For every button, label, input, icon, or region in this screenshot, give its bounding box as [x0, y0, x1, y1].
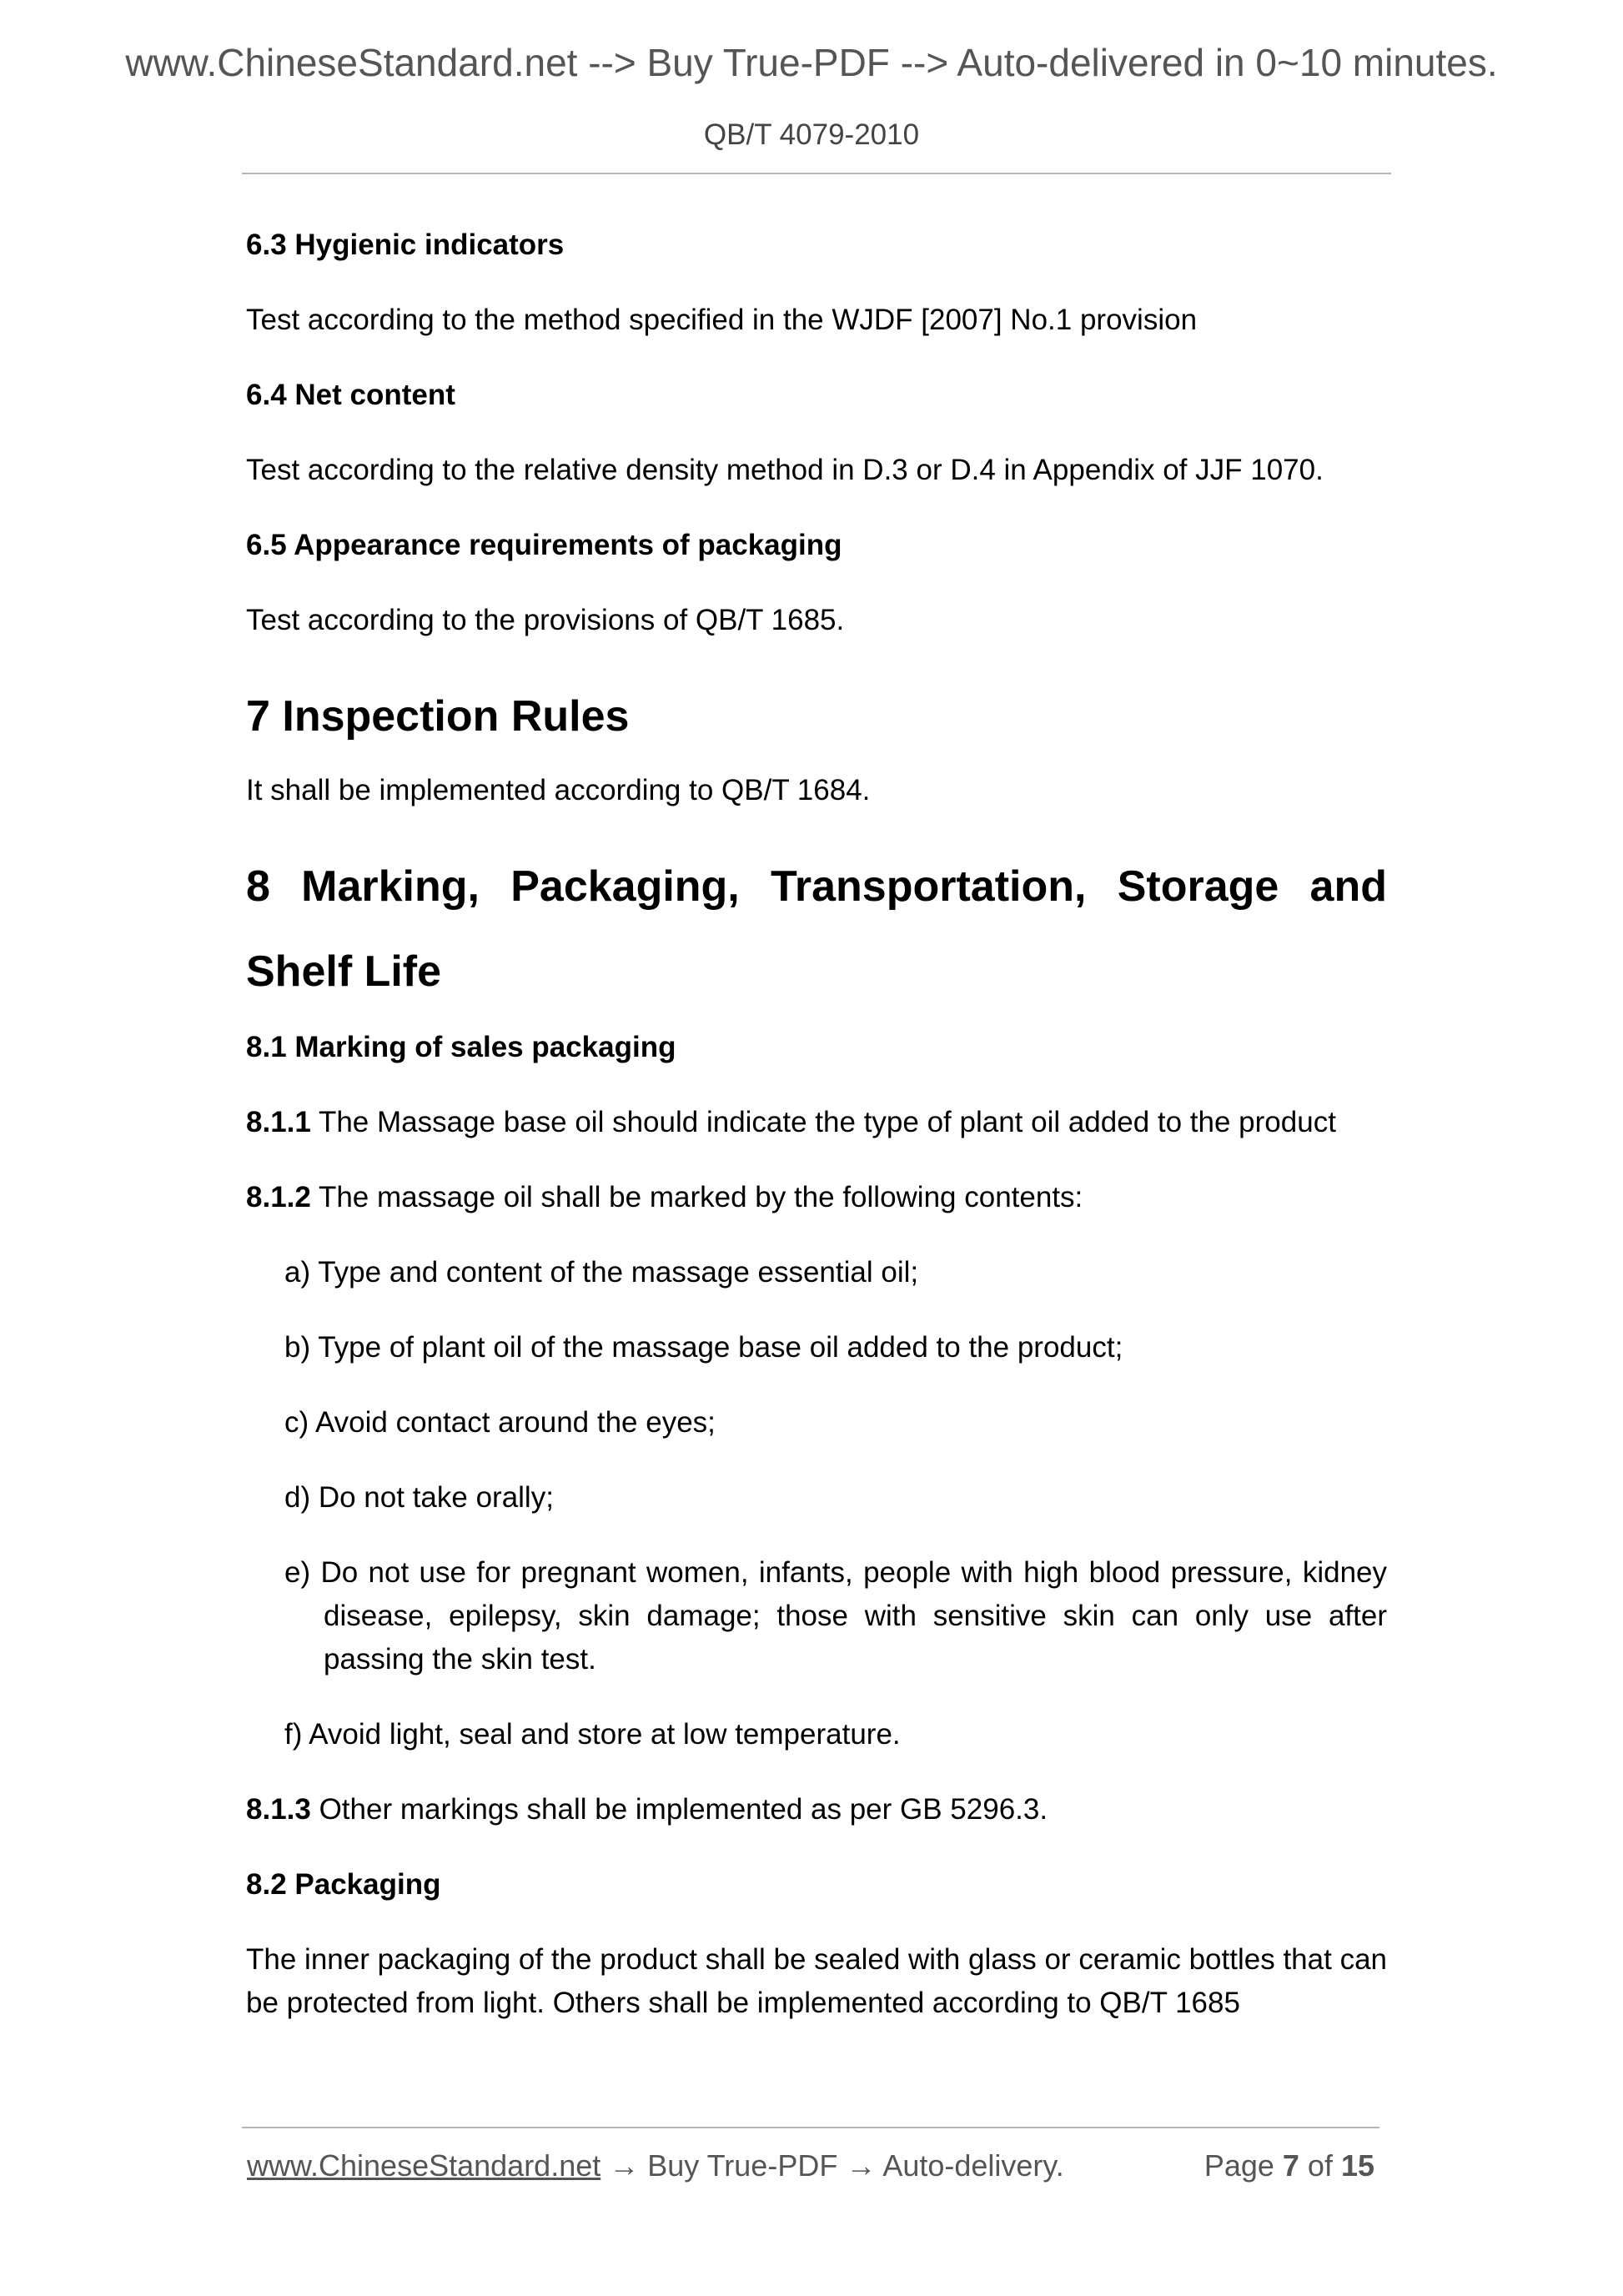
clause-8-1-3 [246, 1788, 1387, 1831]
heading-6-3: 6.3 Hygienic indicators [246, 229, 565, 261]
clause-number: 8.1.3 [246, 1793, 311, 1826]
list-item: a) Type and content of the massage essential oil; [284, 1256, 919, 1289]
heading-8-1: 8.1 Marking of sales packaging [246, 1031, 676, 1063]
heading-8-line2: Shelf Life [246, 947, 442, 996]
list-item: b) Type of plant oil of the massage base oil added to the product; [284, 1331, 1123, 1364]
paragraph-8-2: The inner packaging of the product shall be sealed with glass or ceramic bottles that can be protected from light. Others shall be implemented according to QB/T 1685 [246, 1943, 1387, 2019]
heading-8-2: 8.2 Packaging [246, 1868, 441, 1901]
header-divider [242, 173, 1391, 174]
list-item: e) Do not use for pregnant women, infants, people with high blood pressure, kidney disease, epilepsy, skin damage; those with sensitive skin can only use after passing the skin test. [284, 1556, 1387, 1676]
heading-7: 7 Inspection Rules [246, 692, 630, 741]
heading-8-line1: 8 Marking, Packaging, Transportation, Storage and [246, 862, 1387, 911]
page-indicator [1204, 2148, 1374, 2183]
heading-6-4: 6.4 Net content [246, 379, 455, 411]
clause-text: Other markings shall be implemented as per GB 5296.3. [310, 1793, 1048, 1826]
clause-number: 8.1.1 [246, 1106, 311, 1138]
paragraph-6-3: Test according to the method specified in the WJDF [2007] No.1 provision [246, 304, 1198, 336]
document-id: QB/T 4079-2010 [703, 118, 920, 151]
heading-8 [246, 844, 1387, 1014]
clause-text: The Massage base oil should indicate the type of plant oil added to the product [310, 1106, 1336, 1138]
of-label: of [1299, 2148, 1341, 2183]
paragraph-7: It shall be implemented according to QB/T 1684. [246, 774, 871, 806]
page-content [246, 224, 1387, 2057]
clause-8-1-2 [246, 1176, 1387, 1219]
footer-tagline: → Buy True-PDF → Auto-delivery. [600, 2148, 1064, 2183]
page-label: Page [1203, 2148, 1283, 2183]
list-item: c) Avoid contact around the eyes; [284, 1406, 716, 1439]
page-number: 7 [1282, 2148, 1299, 2183]
clause-text: The massage oil shall be marked by the following contents: [310, 1181, 1083, 1213]
clause-number: 8.1.2 [246, 1181, 311, 1213]
list-item: f) Avoid light, seal and store at low temperature. [284, 1718, 901, 1751]
paragraph-6-4: Test according to the relative density method in D.3 or D.4 in Appendix of JJF 1070. [246, 454, 1324, 486]
footer-divider [242, 2127, 1379, 2128]
footer-link[interactable]: www.ChineseStandard.net [247, 2148, 601, 2183]
list-item: d) Do not take orally; [284, 1481, 554, 1514]
paragraph-6-5: Test according to the provisions of QB/T 1685. [246, 604, 845, 636]
clause-8-1-1 [246, 1101, 1387, 1144]
site-banner: www.ChineseStandard.net --> Buy True-PDF --> Auto-delivered in 0~10 minutes. [125, 41, 1498, 84]
page-footer [247, 2148, 1374, 2183]
heading-6-5: 6.5 Appearance requirements of packaging [246, 529, 842, 561]
page-total: 15 [1340, 2148, 1374, 2183]
